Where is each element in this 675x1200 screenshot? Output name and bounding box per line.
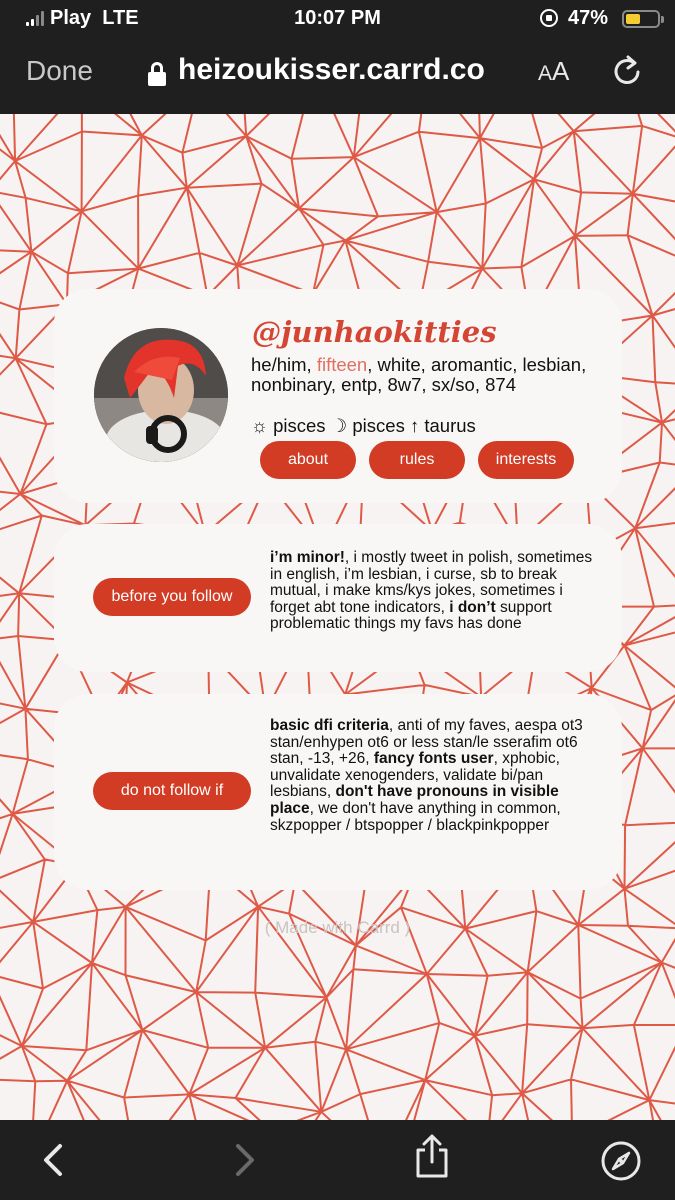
web-page [0, 114, 675, 1120]
do-not-follow-text: basic dfi criteria, anti of my faves, aespa ot3 stan/enhypen ot6 or less stan/le sserafim ot6 stan, -13, +26, fancy fonts user, xphobic, unvalidate xenogenders, validate bi/pan lesbians, don't have pronouns in visible place, we don't have anything in common, skzpopper / btspopper / blackpinkpopper [270, 717, 583, 834]
carrier-label: Play LTE [50, 7, 139, 29]
text-size-button[interactable]: AA [538, 56, 570, 86]
battery-percent: 47% [568, 7, 609, 29]
before-you-follow-button[interactable]: before you follow [93, 578, 251, 616]
before-you-follow-text: i’m minor!, i mostly tweet in polish, sometimes in english, i’m lesbian, i curse, sb to break mutual, i make kms/kys jokes, sometimes i forget abt tone indicators, i don’t support problematic things my favs has done [270, 549, 593, 633]
clock: 10:07 PM [294, 7, 381, 29]
age-highlight: fifteen [316, 354, 368, 375]
share-icon[interactable] [413, 1134, 451, 1180]
rotation-lock-icon [540, 9, 558, 27]
profile-card [54, 289, 622, 503]
network-label: LTE [102, 7, 139, 29]
done-button[interactable]: Done [26, 55, 93, 86]
profile-handle: @junhaokitties [252, 315, 497, 349]
rules-button[interactable]: rules [369, 441, 465, 479]
about-button[interactable]: about [260, 441, 356, 479]
url-address[interactable]: heizoukisser.carrd.co [178, 53, 485, 86]
forward-icon[interactable] [232, 1142, 258, 1178]
compass-icon[interactable] [600, 1140, 642, 1182]
browser-url-bar [0, 40, 675, 114]
lock-icon [148, 62, 166, 86]
battery-icon [622, 10, 660, 28]
avatar [94, 328, 228, 462]
back-icon[interactable] [40, 1142, 66, 1178]
status-bar [0, 0, 675, 40]
astrology-line: ☼ pisces ☽ pisces ↑ taurus [251, 415, 476, 436]
reload-icon[interactable] [610, 54, 644, 88]
before-you-follow-card [54, 524, 622, 672]
do-not-follow-card [54, 694, 622, 890]
do-not-follow-button[interactable]: do not follow if [93, 772, 251, 810]
made-with-carrd-link[interactable]: ( Made with Carrd ) [264, 918, 411, 937]
text-size-icon: A [538, 62, 553, 85]
interests-button[interactable]: interests [478, 441, 574, 479]
profile-bio: he/him, fifteen, white, aromantic, lesbian, nonbinary, entp, 8w7, sx/so, 874 [251, 354, 587, 395]
browser-toolbar [0, 1120, 675, 1200]
